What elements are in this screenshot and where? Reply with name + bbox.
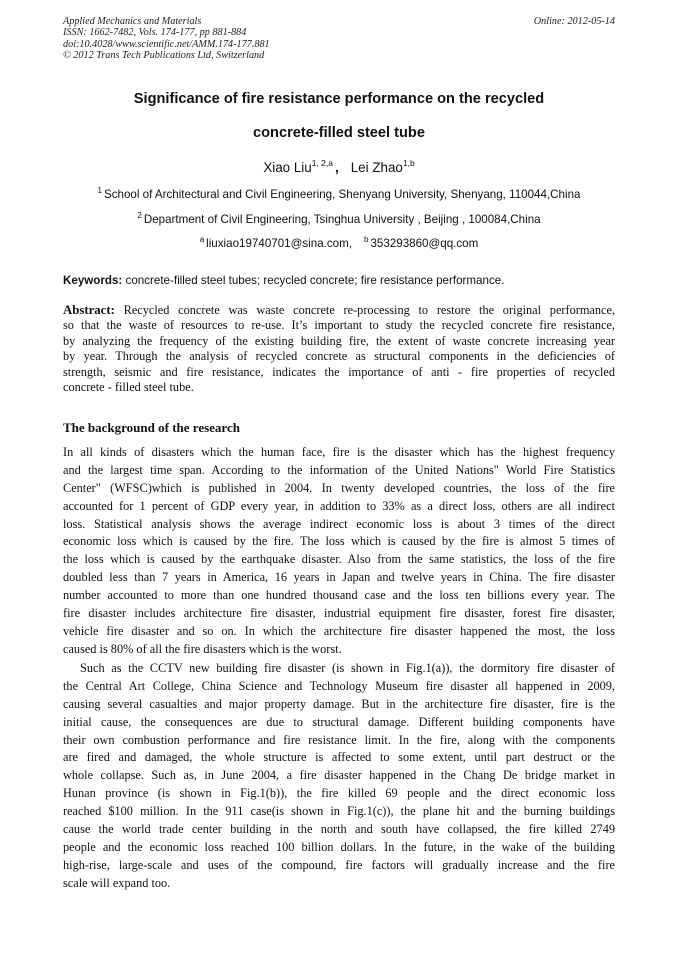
author-2-affiliation-mark: 1,b [402, 158, 415, 168]
author-1-affiliation-mark: 1, 2,a [311, 158, 333, 168]
affiliation-1-text: School of Architectural and Civil Engineering, Shenyang University, Shenyang, 110044,China [103, 188, 581, 201]
abstract-line: concrete - filled steel tube. [63, 379, 194, 394]
paragraph-line: cause the world trade center building in the north and south have collapsed, the fire killed 2749 [63, 822, 615, 837]
paragraph-line: people and the economic loss reached 100 billion dollars. In the future, in the wake of the building [63, 839, 615, 854]
journal-header [63, 16, 615, 62]
paragraph-line: high-rise, large-scale and uses of the compound, fire factors will gradually increase and the fire [63, 857, 615, 872]
abstract-line: by analyzing the frequency of the existing building fire, the extent of waste concrete increasing year [63, 333, 615, 348]
paragraph-line: fire disaster includes architecture fire disaster, industrial equipment fire disaster, forest fire disaster, [63, 606, 615, 621]
doi-line: doi:10.4028/www.scientific.net/AMM.174-177.881 [63, 38, 270, 50]
paper-title-line-2: concrete-filled steel tube [253, 125, 425, 141]
paragraph-line: caused is 80% of all the fire disasters which is the worst. [63, 641, 342, 656]
paper-title-line-1: Significance of fire resistance performance on the recycled [133, 91, 545, 107]
paragraph-line: In all kinds of disasters which the human face, fire is the disaster which has the highest frequency [63, 445, 615, 459]
paragraph-line: economic loss which is caused by the fire. The loss which is caused by the fire is almost 5 times of [63, 534, 615, 549]
paragraph-2 [63, 660, 615, 893]
paragraph-line: whole collapse. Such as, in June 2004, a fire disaster happened in the Chang De bridge market in [63, 768, 615, 783]
affiliation-1-mark: 1 [97, 186, 102, 195]
paragraph-1 [63, 444, 615, 659]
paragraph-line: and the largest time span. According to the information of the United Nations" World Fire Statistics [63, 462, 615, 477]
paragraph-line: scale will expand too. [63, 875, 171, 890]
email-a: liuxiao19740701@sina.com, [206, 237, 352, 250]
affiliation-2-text: Department of Civil Engineering, Tsinghua University , Beijing , 100084,China [143, 213, 541, 226]
paragraph-line: loss. Statistical analysis shows the average indirect economic loss is about 3 times of the direct [63, 516, 615, 531]
abstract-line: strength, seismic and fire resistance, indicates the importance of anti - fire properties of recycled [63, 364, 615, 379]
abstract-line: so that the waste of resources to re-use. It’s important to study the recycled concrete fire resistance, [63, 318, 615, 333]
keywords-label: Keywords: [63, 274, 123, 287]
paragraph-line: reached $100 million. In the 911 case(is shown in Fig.1(c)), the plane hit and the burning buildings [63, 804, 615, 819]
issn-line: ISSN: 1662-7482, Vols. 174-177, pp 881-884 [63, 27, 247, 39]
paragraph-line: the loss which is caused by the earthquake disaster. Also from the same statistics, the loss of the fire [63, 552, 615, 567]
paragraph-line: vehicle fire disaster and so on. In which the architecture fire disaster happened the most, the loss [63, 623, 615, 638]
paragraph-line: accounted for 1 percent of GDP every year, in addition to 33% as a direct loss, others are all indirect [63, 498, 615, 513]
abstract-label: Abstract: [63, 303, 115, 317]
paragraph-line: are fired and damaged, the whole structure is affected to some extent, until part destruct or the [63, 750, 615, 765]
copyright-line: © 2012 Trans Tech Publications Ltd, Switzerland [63, 50, 265, 62]
author-1-name: Xiao Liu [263, 160, 312, 175]
author-2-name: Lei Zhao [350, 160, 403, 175]
affiliation-1 [0, 186, 678, 201]
paragraph-line: number accounted to more than one hundred thousand case and the loss ten billions every year. The [63, 588, 615, 603]
paragraph-line: the Central Art College, China Science and Technology Museum fire disaster all happened in 2009, [63, 678, 615, 693]
paragraph-line: initial cause, the consequences are due to structural damage. Different building components have [63, 714, 615, 729]
affiliation-2 [0, 211, 678, 226]
paragraph-line: causing several casualties and major property damage. But in the architecture fire disaster, fire is the [63, 696, 615, 711]
paragraph-line: Center" (WFSC)which is published in 2004. In twenty developed countries, the loss of the fire [63, 480, 615, 495]
paragraph-line: Such as the CCTV new building fire disaster (is shown in Fig.1(a)), the dormitory fire disaster of [80, 661, 615, 675]
email-a-mark: a [199, 235, 205, 244]
paragraph-line: Hunan province (is shown in Fig.1(b)), the fire killed 69 people and the direct economic loss [63, 786, 615, 801]
section-heading: The background of the research [63, 420, 240, 435]
abstract [63, 303, 615, 395]
journal-name: Applied Mechanics and Materials [63, 16, 202, 27]
online-date: Online: 2012-05-14 [533, 16, 615, 27]
email-line [0, 235, 678, 250]
paragraph-line: doubled less than 7 years in America, 16 years in Japan and twelve years in China. The fire disaster [63, 570, 615, 585]
affiliation-2-mark: 2 [137, 211, 142, 220]
email-b-mark: b [364, 235, 369, 244]
keywords [63, 274, 623, 287]
paragraph-line: their own combustion performance and fire resistance limit. In the fire, along with the components [63, 732, 615, 747]
email-b: 353293860@qq.com [370, 237, 479, 250]
keywords-text: concrete-filled steel tubes; recycled concrete; fire resistance performance. [125, 274, 505, 287]
author-separator: , [335, 160, 339, 175]
author-line [0, 158, 678, 175]
abstract-line: by year. Through the analysis of recycled concrete as structural components in the deficiencies of [63, 349, 615, 364]
abstract-line: Abstract: Recycled concrete was waste concrete re-processing to restore the original performance, [63, 303, 615, 317]
